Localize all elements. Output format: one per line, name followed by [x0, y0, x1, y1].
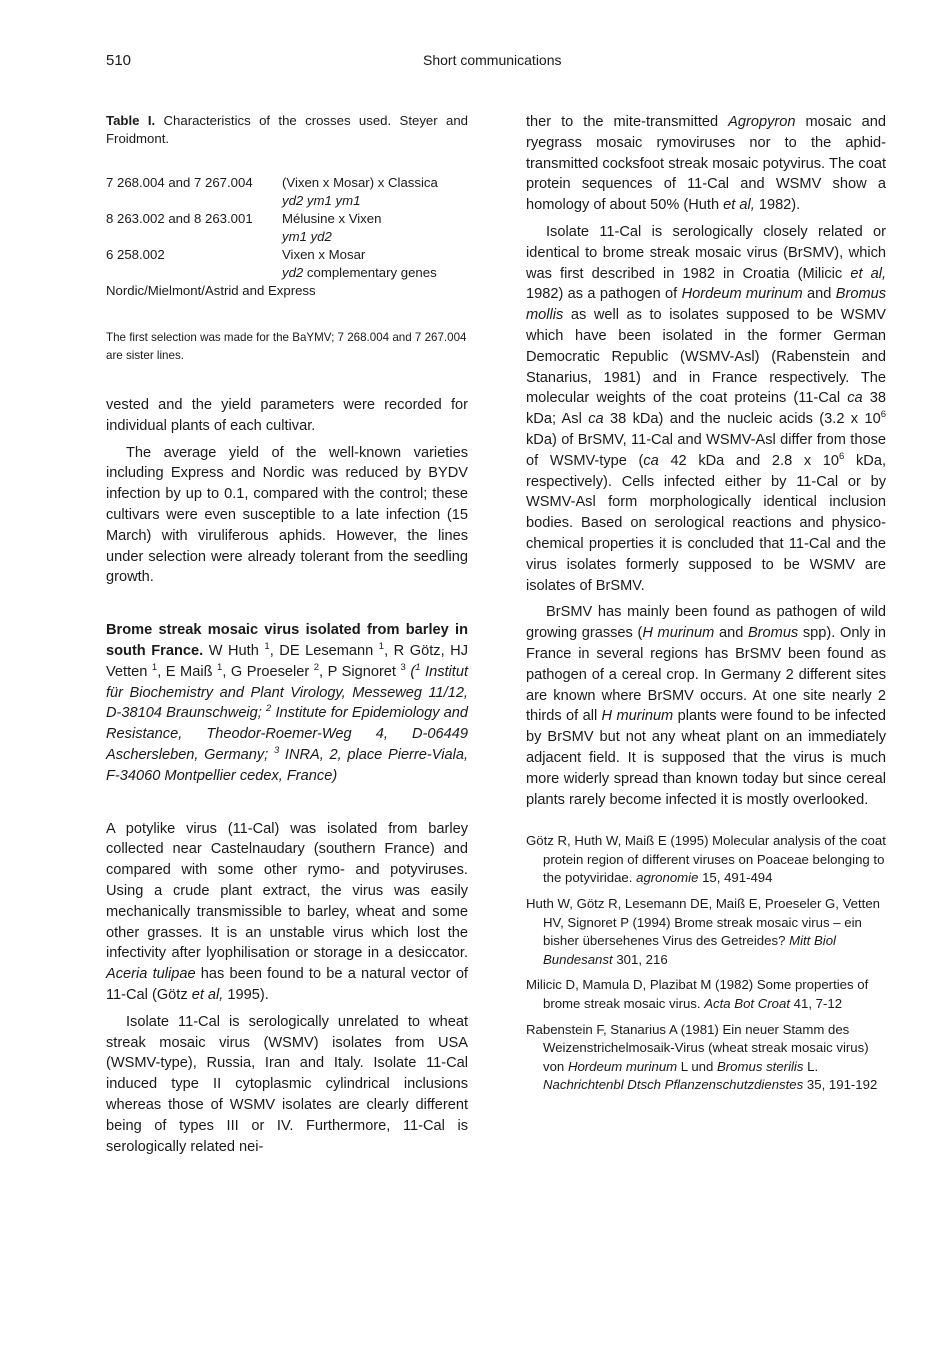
author-text: , DE Lesemann: [269, 642, 379, 659]
ref-tail: 15, 491-494: [698, 870, 773, 886]
page-number: 510: [106, 52, 132, 69]
table-cell-lines: 6 258.002: [106, 247, 165, 262]
text-run: and: [714, 625, 748, 642]
affil-mark: 3: [273, 745, 280, 757]
text-run: 38 kDa; Asl: [526, 390, 886, 428]
table-cell-cross: [282, 210, 438, 246]
reference-item: [526, 832, 886, 888]
right-column: [526, 112, 886, 1102]
author-text: , P Signoret: [319, 663, 401, 680]
body-paragraph: [526, 602, 886, 810]
text-run: kDa) of BrSMV, 11-Cal and WSMV-Asl differ from those of WSMV-type (: [526, 431, 886, 469]
italic-run: Agropyron: [728, 114, 796, 130]
affil-text: Institut für Biochemistry and Plant Virology, Messeweg 11/12, D-38104 Braunschweig;: [106, 663, 469, 722]
body-paragraph: [106, 819, 468, 1006]
superscript: 6: [880, 409, 886, 421]
text-run: spp). Only in France in several regions has BrSMV been found as pathogen of a cereal crop. In Germany 2 different sites are known where BrSMV occurs. At one site nearly 2 thirds of all: [526, 625, 886, 725]
genes-extra-text: complementary genes: [303, 265, 437, 280]
body-paragraph: [526, 112, 886, 216]
text-run: ther to the mite-transmitted: [526, 114, 729, 130]
cross-text: Vixen x Mosar: [282, 247, 366, 262]
text-run: has been found to be a natural vector of 11-Cal (Götz: [106, 966, 468, 1003]
body-paragraph: vested and the yield parameters were recorded for individual plants of each cultivar.: [106, 397, 468, 434]
ref-tail: 35, 191-192: [803, 1077, 878, 1093]
table-cell-lines: 8 263.002 and 8 263.001: [106, 211, 253, 226]
text-run: and: [802, 286, 836, 303]
running-head: Short communications: [423, 52, 562, 68]
ref-italic: Hordeum murinum: [567, 1058, 678, 1074]
affil-mark: 1: [415, 661, 421, 673]
superscript: 6: [839, 450, 845, 462]
table-cell-lines: 7 268.004 and 7 267.004: [106, 175, 253, 190]
author-mark: 1: [217, 661, 223, 673]
ref-text: Milicic D, Mamula D, Plazibat M (1982) Some properties of brome streak mosaic virus.: [526, 977, 869, 1012]
table-cell-cross: [282, 174, 438, 210]
body-paragraph: [526, 222, 886, 596]
ref-text: Götz R, Huth W, Maiß E (1995) Molecular analysis of the coat protein region of different viruses on Poaceae belonging to the potyviridae.: [526, 833, 886, 886]
italic-run: H murinum: [642, 625, 715, 642]
author-mark: 1: [378, 641, 385, 653]
ref-tail: 41, 7-12: [790, 996, 843, 1012]
genes-line: [282, 264, 438, 282]
italic-run: et al,: [191, 986, 224, 1003]
italic-run: et al,: [723, 197, 755, 214]
article-heading: [106, 620, 468, 786]
text-run: Isolate 11-Cal is serologically closely related or identical to brome streak mosaic virus (BrSMV), which was first described in 1982 in Croatia (Milicic: [526, 223, 886, 282]
text-run: A potylike virus (11-Cal) was isolated from barley collected near Castelnaudary (southern France) and compared with some other rymo- and potyviruses. Using a crude plant extract, the virus was easily mechanically transmissible to barley, wheat and some other grasses. It is an unstable virus which lost the infectivity after lyophilisation or storage in a desiccator.: [106, 820, 468, 962]
body-paragraph: The average yield of the well-known varieties including Express and Nordic was reduced by BYDV infection by up to 0.1, compared with the control; these cultivars were even susceptible to a late infection (15 March) with viruliferous aphids. However, the lines under selection were already tolerant from the seedling growth.: [106, 444, 468, 586]
author-mark: 1: [151, 661, 158, 673]
italic-run: H murinum: [601, 708, 674, 725]
italic-run: Bromus mollis: [526, 286, 887, 324]
table-row: [106, 210, 438, 246]
table-caption-label: Table I.: [106, 113, 156, 128]
genes-text: yd2: [282, 265, 304, 280]
left-column: [106, 112, 468, 1157]
article-title: Brome streak mosaic virus isolated from barley in south France.: [106, 622, 468, 659]
italic-run: Aceria tulipae: [106, 966, 196, 983]
cross-text: Mélusine x Vixen: [282, 211, 382, 226]
table-cell-cross: [282, 246, 438, 282]
italic-run: Hordeum murinum: [681, 286, 803, 303]
affil-text: (: [410, 663, 416, 680]
ref-tail: 301, 216: [612, 951, 668, 967]
table-caption: [106, 112, 468, 148]
text-run: 38 kDa) and the nucleic acids (3.2 x 10: [603, 411, 881, 428]
table-row: [106, 246, 438, 282]
crosses-table: [106, 174, 438, 282]
affil-text: INRA, 2, place Pierre-Viala, F-34060 Montpellier cedex, France): [106, 746, 468, 784]
ref-journal: Nachrichtenbl Dtsch Pflanzenschutzdienstes: [543, 1077, 804, 1093]
text-run: 1982).: [754, 197, 801, 214]
ref-italic: Bromus sterilis: [716, 1058, 804, 1074]
reference-item: [526, 1021, 886, 1095]
text-run: kDa, respectively). Cells infected either by 11-Cal or by WSMV-Asl form morphologically identical inclusion bodies. Based on serological reactions and physico-chemical properties it is concluded that 11-Cal and the virus isolates formerly supposed to be WSMV are isolates of BrSMV.: [526, 452, 886, 594]
author-text: , G Proeseler: [222, 663, 314, 680]
body-paragraph: Isolate 11-Cal is serologically unrelated to wheat streak mosaic virus (WSMV) isolates from USA (WSMV-type), Russia, Iran and Italy. Isolate 11-Cal induced type II cytoplasmic cylindrical inclusions whereas those of WSMV isolates are clearly different being of types III or IV. Furthermore, 11-Cal is serologically related nei-: [106, 1013, 468, 1155]
text-run: 1995).: [223, 986, 269, 1003]
ref-text: L und: [677, 1058, 717, 1074]
text-run: 42 kDa and 2.8 x 10: [658, 452, 840, 469]
author-text: , R Götz, HJ Vetten: [106, 642, 468, 680]
italic-run: et al,: [850, 265, 887, 282]
italic-run: ca: [847, 390, 863, 407]
italic-run: Bromus: [747, 625, 799, 642]
text-run: BrSMV has mainly been found as pathogen of wild growing grasses (: [526, 604, 886, 642]
cross-text: (Vixen x Mosar) x Classica: [282, 175, 438, 190]
ref-text: Huth W, Götz R, Lesemann DE, Maiß E, Proeseler G, Vetten HV, Signoret P (1994) Brome streak mosaic virus – ein bisher übersehenes Virus des Getreides?: [526, 896, 881, 949]
text-run: as well as to isolates supposed to be WSMV which have been isolated in the former German Democratic Republic (WSMV-Asl) (Rabenstein and Stanarius, 1981) and in France respectively. The molecular weights of the coat proteins (11-Cal: [526, 307, 886, 407]
author-mark: 3: [400, 661, 406, 673]
ref-text: Rabenstein F, Stanarius A (1981) Ein neuer Stamm des Weizenstrichelmosaik-Virus (wheat streak mosaic virus) von: [526, 1021, 869, 1074]
table-row: [106, 174, 438, 210]
italic-run: ca: [643, 452, 659, 469]
table-caption-text: Characteristics of the crosses used. Steyer and Froidmont.: [106, 113, 468, 146]
text-run: mosaic and ryegrass mosaic rymoviruses nor to the aphid-transmitted cocksfoot streak mosaic potyvirus. The coat protein sequences of 11-Cal and WSMV show a homology of about 50% (Huth: [526, 114, 886, 214]
text-run: 1982) as a pathogen of: [526, 286, 682, 303]
ref-text: L.: [803, 1058, 819, 1074]
reference-item: [526, 895, 886, 969]
table-footnote: The first selection was made for the BaYMV; 7 268.004 and 7 267.004 are sister lines.: [106, 331, 467, 362]
author-text: , E Maiß: [157, 663, 218, 680]
ref-journal: Acta Bot Croat: [704, 996, 790, 1012]
italic-run: ca: [588, 411, 604, 428]
references: [526, 832, 886, 1095]
author-mark: 1: [264, 641, 270, 653]
genes-text: ym1 yd2: [282, 229, 332, 244]
ref-journal: agronomie: [636, 870, 699, 886]
author-text: W Huth: [203, 642, 265, 659]
ref-journal: Mitt Biol Bundesanst: [543, 933, 836, 967]
author-mark: 2: [313, 661, 320, 673]
text-run: plants were found to be infected by BrSMV but not any wheat plant on an immediately adjacent field. It is supposed that the virus is much more widerly spread than known today but since cereal plants rarely become infected it is mostly overlooked.: [526, 708, 886, 808]
reference-item: [526, 976, 886, 1013]
affil-text: Institute for Epidemiology and Resistance, Theodor-Roemer-Weg 4, D-06449 Aschersleben, Germany;: [106, 705, 468, 763]
genes-text: yd2 ym1 ym1: [282, 193, 361, 208]
affil-mark: 2: [266, 703, 272, 715]
table-last-row: Nordic/Mielmont/Astrid and Express: [106, 283, 316, 298]
